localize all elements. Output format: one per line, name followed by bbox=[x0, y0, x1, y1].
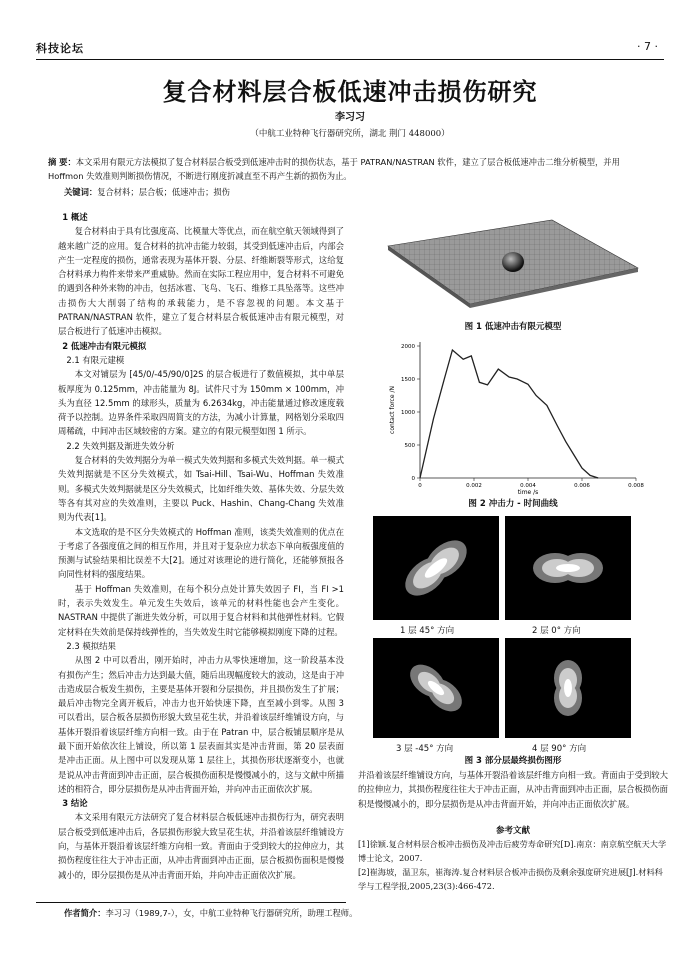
paragraph: 本文对铺层为 [45/0/-45/90/0]2S 的层合板进行了数值模拟，其中单层板厚度为 0.125mm，冲击能量为 8J。试件尺寸为 150mm × 100mm，冲头为直径 12.5mm 的球形头，质量为 6.2634kg，冲击能量通过修改速度载荷予以控制。边界条件采取四周简支的方法，为减小计算量，网格划分采取四周稀疏，中间冲击区域较密的方案。建立的有限元模型如图 1 所示。 bbox=[58, 369, 344, 437]
footnote-text: 李习习（1989,7-），女，中航工业特种飞行器研究所，助理工程师。 bbox=[105, 908, 358, 918]
references-heading: 参考文献 bbox=[495, 826, 530, 836]
paragraph: 从图 2 中可以看出，刚开始时，冲击力从零快速增加，这一阶段基本没有损伤产生；然后冲击力达到最大值，随后出现幅度较大的波动，这是由于冲击造成层合板发生损伤，主要是基体开裂和分层损伤，并且损伤发生了扩展；最后冲击物完全离开板后，冲击力也开始快速下降，直至减小到零。从图 3 可以看出，层合板各层损伤形貌大致呈花生状，并沿着该层纤维铺设方向，与基体开裂沿着该层纤维方向相一致。由于在 Patran 中，层合板铺层顺序是从最下面开始依次往上铺设，所以第 1 层表面其实是冲击背面，第 20 层表面是冲击正面。从上图中可以发现从第 1 层往上，其损伤形状逐渐变小，也就是说从冲击背面到冲击正面，层合板损伤面积是慢慢减小的，这与文献中所描述的相符合，即分层损伤是从冲击背面开始，并向冲击正面依次扩展。 bbox=[58, 655, 344, 794]
section-heading: 1 概述 bbox=[62, 212, 88, 222]
footnote-label: 作者简介： bbox=[64, 908, 106, 918]
affiliation: （中航工业特种飞行器研究所，湖北 荆门 448000） bbox=[250, 129, 450, 139]
damage-image-layer-3 bbox=[373, 638, 499, 738]
y-tick-label: 1500 bbox=[401, 377, 415, 383]
y-tick-label: 500 bbox=[404, 443, 415, 449]
header-rule bbox=[36, 59, 664, 60]
paragraph-continued: 并沿着该层纤维铺设方向，与基体开裂沿着该层纤维方向相一致。背面由于受到较大的拉伸应力，其损伤程度往往大于冲击正面，从冲击背面到冲击正面，层合板损伤面积是慢慢减小的，即分层损伤是从冲击背面开始，并向冲击正面依次扩展。 bbox=[358, 770, 668, 809]
damage-image-layer-1 bbox=[373, 516, 499, 620]
damage-image-layer-2 bbox=[505, 516, 631, 620]
footnote-rule bbox=[36, 902, 346, 903]
subfigure-caption: 2 层 0° 方向 bbox=[532, 626, 581, 636]
abstract-label: 摘 要： bbox=[48, 157, 76, 167]
keywords-text: 复合材料；层合板；低速冲击；损伤 bbox=[97, 187, 230, 197]
x-tick-label: 0 bbox=[418, 483, 422, 489]
paragraph: 本文采用有限元方法研究了复合材料层合板低速冲击损伤行为，研究表明层合板受到低速冲击后，各层损伤形貌大致呈花生状，并沿着该层纤维铺设方向，与基体开裂沿着该层纤维方向相一致。背面由于受到较大的拉伸应力，其损伤程度往往大于冲击正面，从冲击背面到冲击正面，层合板损伤面积是慢慢减小的，即分层损伤是从冲击背面开始，并向冲击正面依次扩展。 bbox=[58, 812, 344, 880]
force-curve bbox=[420, 350, 598, 478]
x-tick-label: 0.008 bbox=[628, 483, 644, 489]
force-time-chart bbox=[384, 338, 642, 496]
paragraph: 复合材料由于具有比强度高、比模量大等优点，而在航空航天领域得到了越来越广泛的应用。复合材料的抗冲击能力较弱，其受到低速冲击后，内部会产生一定程度的损伤，通常表现为基体开裂、分层、纤维断裂等形式，这给复合材料承力构件来带来严重威胁。然而在实际工程应用中，复合材料不可避免的遇到各种外来物的冲击，包括冰雹、飞鸟、飞石、维修工具坠落等。这些冲击损伤大大削弱了结构的承载能力，是不容忽视的问题。本文基于 PATRAN/NASTRAN 软件，建立了复合材料层合板低速冲击有限元模型，对层合板进行了低速冲击模拟。 bbox=[58, 226, 344, 337]
figure-3-caption: 图 3 部分层最终损伤图形 bbox=[464, 756, 562, 766]
x-tick-label: 0.006 bbox=[574, 483, 590, 489]
damage-image-layer-4 bbox=[505, 638, 631, 738]
x-tick-label: 0.002 bbox=[466, 483, 482, 489]
author-name: 李习习 bbox=[335, 112, 365, 123]
paragraph: 本文选取的是不区分失效模式的 Hoffman 准则，该类失效准则的优点在于考虑了各强度值之间的相互作用，并且对于复杂应力状态下单向板强度值的预测与试验结果相比误差不大[2]。通过对该理论的进行简化，还能够预报各向同性材料的强度结果。 bbox=[58, 526, 344, 580]
fe-model-figure bbox=[384, 214, 642, 310]
reference-item: [2]崔海坡，温卫东，崔海涛.复合材料层合板冲击损伤及剩余强度研究进展[J].材料科学与工程学报,2005,23(3):466-472. bbox=[358, 867, 663, 891]
subfigure-caption: 1 层 45° 方向 bbox=[400, 626, 455, 636]
y-tick-label: 0 bbox=[411, 476, 415, 482]
reference-item: [1]徐颖.复合材料层合板冲击损伤及冲击后疲劳寿命研究[D].南京：南京航空航天大学博士论文，2007. bbox=[358, 839, 667, 863]
keywords bbox=[64, 185, 652, 199]
subsection-heading: 2.2 失效判据及渐进失效分析 bbox=[66, 440, 175, 451]
figure-2-caption: 图 2 冲击力 - 时间曲线 bbox=[468, 499, 558, 509]
paper-title: 复合材料层合板低速冲击损伤研究 bbox=[162, 78, 538, 106]
journal-section: 科技论坛 bbox=[36, 42, 84, 55]
left-column bbox=[58, 210, 344, 882]
x-tick-label: 0.004 bbox=[520, 483, 536, 489]
keywords-label: 关键词： bbox=[64, 187, 98, 197]
paragraph: 复合材料的失效判据分为单一模式失效判据和多模式失效判据。单一模式失效判据就是不区分失效模式，如 Tsai-Hill、Tsai-Wu、Hoffman 失效准则。多模式失效判据就是区分失效模式，比如纤维失效、基体失效、分层失效等各有其对应的失效准则，主要以 Puck、Hashin、Chang-Chang 失效准则为代表[1]。 bbox=[58, 455, 344, 523]
abstract bbox=[48, 155, 652, 183]
abstract-text: 本文采用有限元方法模拟了复合材料层合板受到低速冲击时的损伤状态，基于 PATRAN/NASTRAN 软件，建立了层合板低速冲击二维分析模型，并用 Hoffmon 失效准则判断损伤情况，不断进行刚度折减直至不再产生新的损伤为止。 bbox=[48, 157, 620, 181]
subsection-heading: 2.1 有限元建模 bbox=[66, 354, 125, 365]
y-axis-label: contact force /N bbox=[389, 386, 396, 434]
section-heading: 3 结论 bbox=[62, 798, 88, 809]
right-column-text bbox=[358, 768, 668, 811]
y-tick-label: 1000 bbox=[401, 410, 415, 416]
y-tick-label: 2000 bbox=[401, 344, 415, 350]
page-number: · 7 · bbox=[637, 40, 658, 53]
paragraph: 基于 Hoffman 失效准则，在每个积分点处计算失效因子 FI，当 FI >1 时，表示失效发生。单元发生失效后，该单元的材料性能也会产生变化。NASTRAN 中提供了渐进失效分析，可以用于复合材料和其他弹性材料。它假定材料在失效前是保持线弹性的，当失效发生时它能够模拟刚度下降的过程。 bbox=[58, 583, 344, 637]
impactor-ball bbox=[502, 252, 524, 272]
x-axis-label: time /s bbox=[517, 489, 539, 496]
reference-list bbox=[358, 837, 668, 893]
subfigure-caption: 4 层 90° 方向 bbox=[532, 744, 587, 754]
subfigure-caption: 3 层 -45° 方向 bbox=[396, 744, 454, 754]
figure-1-caption: 图 1 低速冲击有限元模型 bbox=[464, 322, 562, 332]
section-heading: 2 低速冲击有限元模拟 bbox=[62, 340, 147, 351]
subsection-heading: 2.3 模拟结果 bbox=[66, 640, 116, 651]
author-bio bbox=[64, 907, 357, 919]
